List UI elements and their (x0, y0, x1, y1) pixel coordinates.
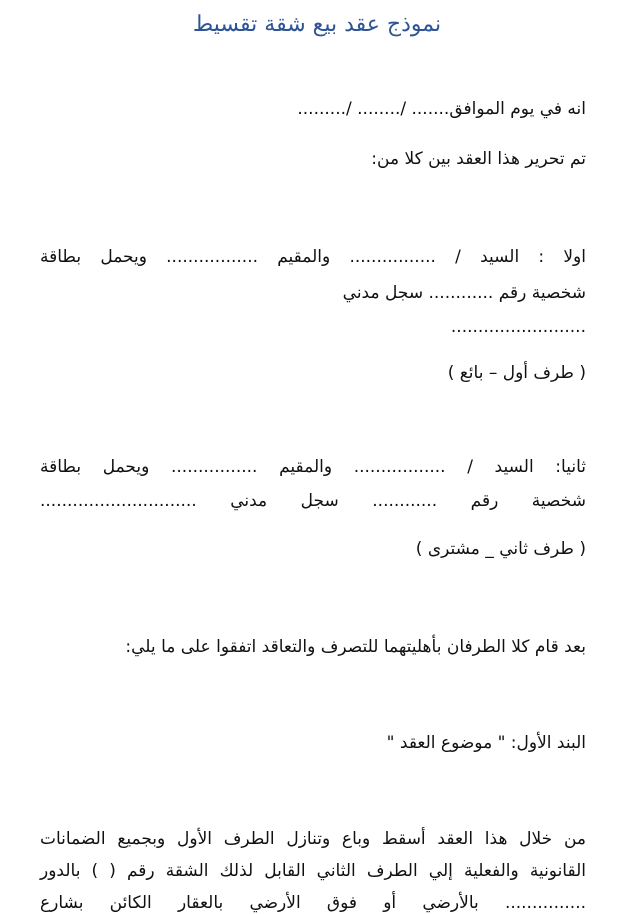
second-party-line-2: شخصية رقم ............ سجل مدني ............................. (40, 491, 586, 511)
clause-1-heading: البند الأول: " موضوع العقد " (386, 733, 586, 753)
second-party-line-1: ثانيا: السيد / ................. والمقيم ................ ويحمل بطاقة (40, 457, 586, 477)
intro-line: تم تحرير هذا العقد بين كلا من: (371, 149, 586, 169)
first-party-line-2: شخصية رقم ............ سجل مدني (342, 283, 586, 303)
clause-1-body-line: ............... بالأرضي أو فوق الأرضي بالعقار الكائن بشارع (40, 893, 586, 913)
first-party-role: ( طرف أول – بائع ) (447, 363, 586, 383)
clause-1-body-line: من خلال هذا العقد أسقط وباع وتنازل الطرف الأول وبجميع الضمانات (40, 829, 586, 849)
first-party-line-1: اولا : السيد / ................ والمقيم ................. ويحمل بطاقة (40, 247, 586, 267)
document-title: نموذج عقد بيع شقة تقسيط (192, 12, 442, 37)
agreement-line: بعد قام كلا الطرفان بأهليتهما للتصرف والتعاقد اتفقوا على ما يلي: (125, 637, 586, 657)
first-party-line-3: ......................... (450, 317, 586, 337)
date-line: انه في يوم الموافق....... /........ /......... (297, 99, 586, 119)
clause-1-body-line: القانونية والفعلية إلي الطرف الثاني القابل لذلك الشقة رقم ( ) بالدور (40, 861, 586, 881)
second-party-role: ( طرف ثاني _ مشترى ) (415, 539, 586, 559)
